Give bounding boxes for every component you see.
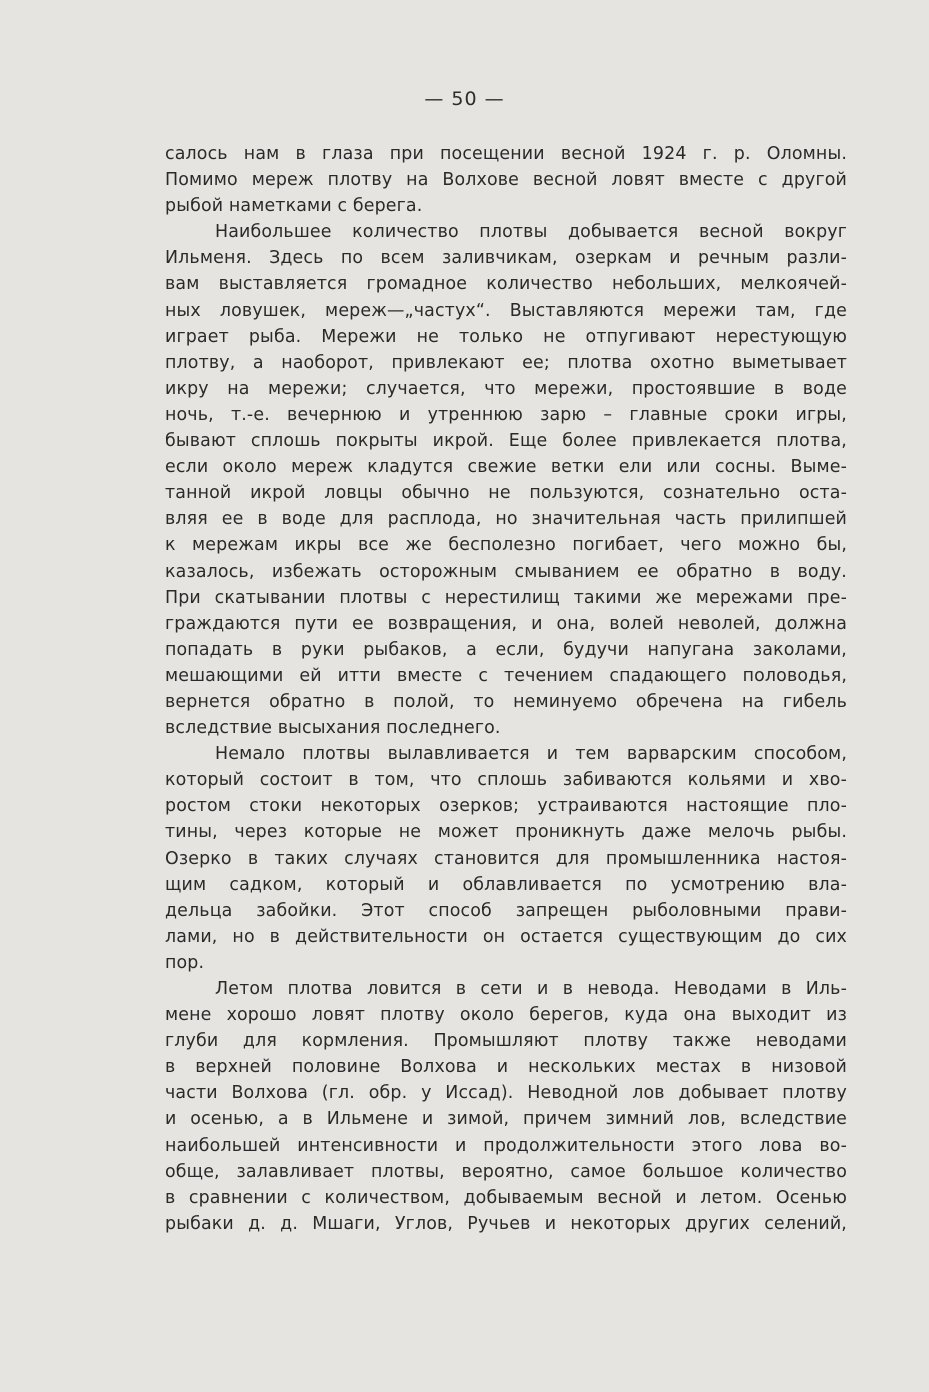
text-line: пор. <box>165 952 205 973</box>
text-line: в сравнении с количеством, добываемым весной и летом. Осенью <box>165 1187 847 1208</box>
text-line: При скатывании плотвы с нерестилищ такими же мережами пре- <box>165 587 847 608</box>
text-line: щим садком, который и облавливается по усмотрению вла- <box>165 874 847 895</box>
paragraph <box>165 141 847 219</box>
text-line: тины, через которые не может проникнуть даже мелочь рыбы. <box>165 822 847 843</box>
text-line: плотву, а наоборот, привлекают ее; плотва охотно выметывает <box>165 352 847 373</box>
text-line: Помимо мереж плотву на Волхове весной ловят вместе с другой <box>165 170 847 191</box>
text-line: дельца забойки. Этот способ запрещен рыболовными прави- <box>165 900 847 921</box>
text-line: лами, но в действительности он остается существующим до сих <box>165 926 847 947</box>
text-line: Летом плотва ловится в сети и в невода. Неводами в Иль- <box>215 979 847 999</box>
text-line: Немало плотвы вылавливается и тем варварским способом, <box>215 744 847 765</box>
text-line: глуби для кормления. Промышляют плотву также неводами <box>165 1031 847 1052</box>
text-line: ростом стоки некоторых озерков; устраиваются настоящие пло- <box>165 796 847 817</box>
text-line: Наибольшее количество плотвы добывается весной вокруг <box>215 222 847 243</box>
text-line: мене хорошо ловят плотву около берегов, куда она выходит из <box>165 1005 847 1026</box>
text-line: к мережам икры все же бесполезно погибает, чего можно бы, <box>165 535 847 556</box>
text-line: граждаются пути ее возвращения, и она, волей неволей, должна <box>165 613 847 634</box>
text-line: части Волхова (гл. обр. у Иссад). Неводной лов добывает плотву <box>165 1083 847 1104</box>
paragraph <box>165 976 847 1237</box>
text-line: если около мереж кладутся свежие ветки ели или сосны. Выме- <box>165 457 847 478</box>
text-line: танной икрой ловцы обычно не пользуются, сознательно оста- <box>165 483 847 504</box>
text-line: в верхней половине Волхова и нескольких местах в низовой <box>165 1057 847 1078</box>
paragraph <box>165 741 847 976</box>
text-line: казалось, избежать осторожным смыванием ее обратно в воду. <box>165 561 847 582</box>
text-line: вам выставляется громадное количество небольших, мелкоячей- <box>165 274 847 295</box>
page-number: — 50 — <box>424 88 505 110</box>
text-line: ных ловушек, мереж—„частух“. Выставляются мережи там, где <box>165 300 847 321</box>
paragraph <box>165 219 847 741</box>
text-line: наибольшей интенсивности и продолжительности этого лова во- <box>165 1135 847 1156</box>
text-line: обще, залавливает плотвы, вероятно, самое большое количество <box>165 1161 847 1182</box>
text-line: вляя ее в воде для расплода, но значительная часть прилипшей <box>165 509 847 530</box>
text-line: Ильменя. Здесь по всем заливчикам, озеркам и речным разли- <box>165 248 847 269</box>
text-line: салось нам в глаза при посещении весной 1924 г. р. Оломны. <box>165 144 847 164</box>
text-line: бывают сплошь покрыты икрой. Еще более привлекается плотва, <box>165 431 847 452</box>
text-line: ночь, т.-е. вечернюю и утреннюю зарю – главные сроки игры, <box>165 404 847 425</box>
text-line: мешающими ей итти вместе с течением спадающего половодья, <box>165 665 847 686</box>
text-line: который состоит в том, что сплошь забиваются кольями и хво- <box>165 770 847 791</box>
text-line: и осенью, а в Ильмене и зимой, причем зимний лов, вследствие <box>165 1109 847 1130</box>
text-line: икру на мережи; случается, что мережи, простоявшие в воде <box>165 378 847 399</box>
text-line: играет рыба. Мережи не только не отпугивают нерестующую <box>165 326 847 347</box>
text-line: вследствие высыхания последнего. <box>165 718 501 739</box>
text-line: рыбаки д. д. Мшаги, Углов, Ручьев и некоторых других селений, <box>165 1213 847 1234</box>
text-line: Озерко в таких случаях становится для промышленника настоя- <box>165 848 847 869</box>
text-line: вернется обратно в полой, то неминуемо обречена на гибель <box>165 691 847 712</box>
text-line: рыбой наметками с берега. <box>165 196 423 217</box>
body-text <box>165 141 847 1237</box>
text-line: попадать в руки рыбаков, а если, будучи напугана заколами, <box>165 639 847 660</box>
